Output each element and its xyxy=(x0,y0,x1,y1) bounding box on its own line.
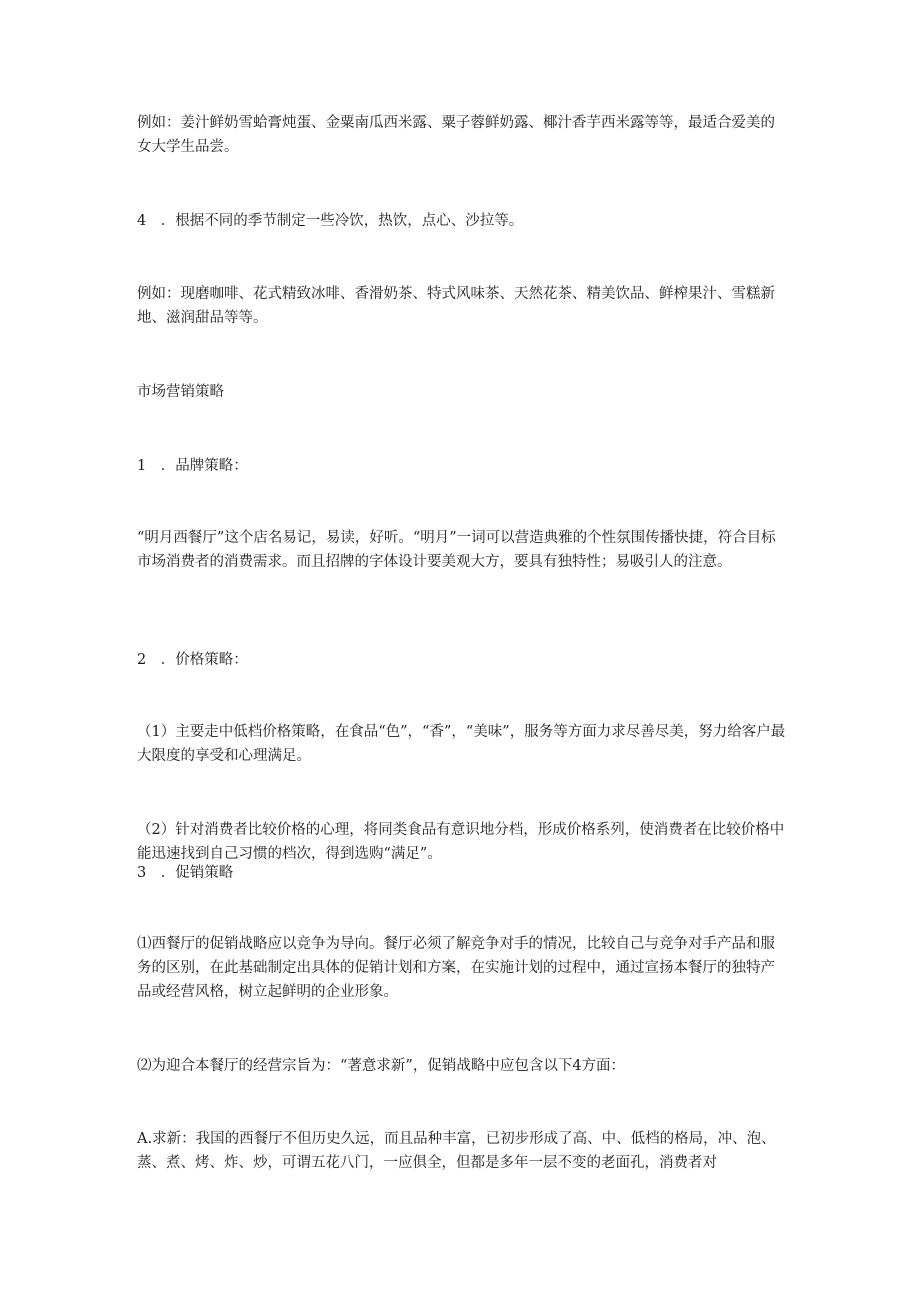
paragraph-example-desserts: 例如：姜汁鲜奶雪蛤膏炖蛋、金粟南瓜西米露、粟子蓉鲜奶露、椰汁香芋西米露等等，最适合爱美的女大学生品尝。 xyxy=(137,115,775,155)
paragraph-example-drinks: 例如：现磨咖啡、花式精致冰啡、香滑奶茶、特式风味茶、天然花茶、精美饮品、鲜榨果汁、雪糕新地、滋润甜品等等。 xyxy=(137,286,775,326)
paragraph-promotion-strategy-2: ⑵为迎合本餐厅的经营宗旨为：“著意求新”，促销战略中应包含以下4方面： xyxy=(137,1058,626,1074)
paragraph-price-strategy-2: （2）针对消费者比较价格的心理，将同类食品有意识地分档，形成价格系列，使消费者在比较价格中能迅速找到自己习惯的档次，得到选购“满足”。 xyxy=(137,822,785,862)
paragraph-seasonal-menu: 4 ．根据不同的季节制定一些冷饮，热饮，点心、沙拉等。 xyxy=(137,213,524,229)
paragraph-price-strategy-1: （1）主要走中低档价格策略，在食品“色”，“香”，“美味”，服务等方面力求尽善尽美，努力给客户最大限度的享受和心理满足。 xyxy=(137,724,786,764)
paragraph-brand-strategy: “明月西餐厅”这个店名易记，易读，好听。“明月”一词可以营造典雅的个性氛围传播快捷，符合目标市场消费者的消费需求。而且招牌的字体设计要美观大方，要具有独特性；易吸引人的注意。 xyxy=(137,530,776,570)
paragraph-seek-novelty: A.求新：我国的西餐厅不但历史久远，而且品种丰富，已初步形成了高、中、低档的格局，冲、泡、蒸、煮、烤、炸、炒，可谓五花八门，一应俱全，但都是多年一层不变的老面孔，消费者对 xyxy=(137,1131,776,1171)
heading-price-strategy: 2 ．价格策略： xyxy=(137,652,248,668)
heading-promotion-strategy: 3 ．促销策略 xyxy=(137,865,234,881)
section-heading-marketing-strategy: 市场营销策略 xyxy=(137,384,224,400)
paragraph-promotion-strategy-1: ⑴西餐厅的促销战略应以竞争为导向。餐厅必须了解竞争对手的情况，比较自己与竞争对手产品和服务的区别，在此基础制定出具体的促销计划和方案，在实施计划的过程中，通过宣扬本餐厅的独特产品或经营风格，树立起鲜明的企业形象。 xyxy=(137,936,775,1000)
heading-brand-strategy: 1 ．品牌策略： xyxy=(137,458,248,474)
